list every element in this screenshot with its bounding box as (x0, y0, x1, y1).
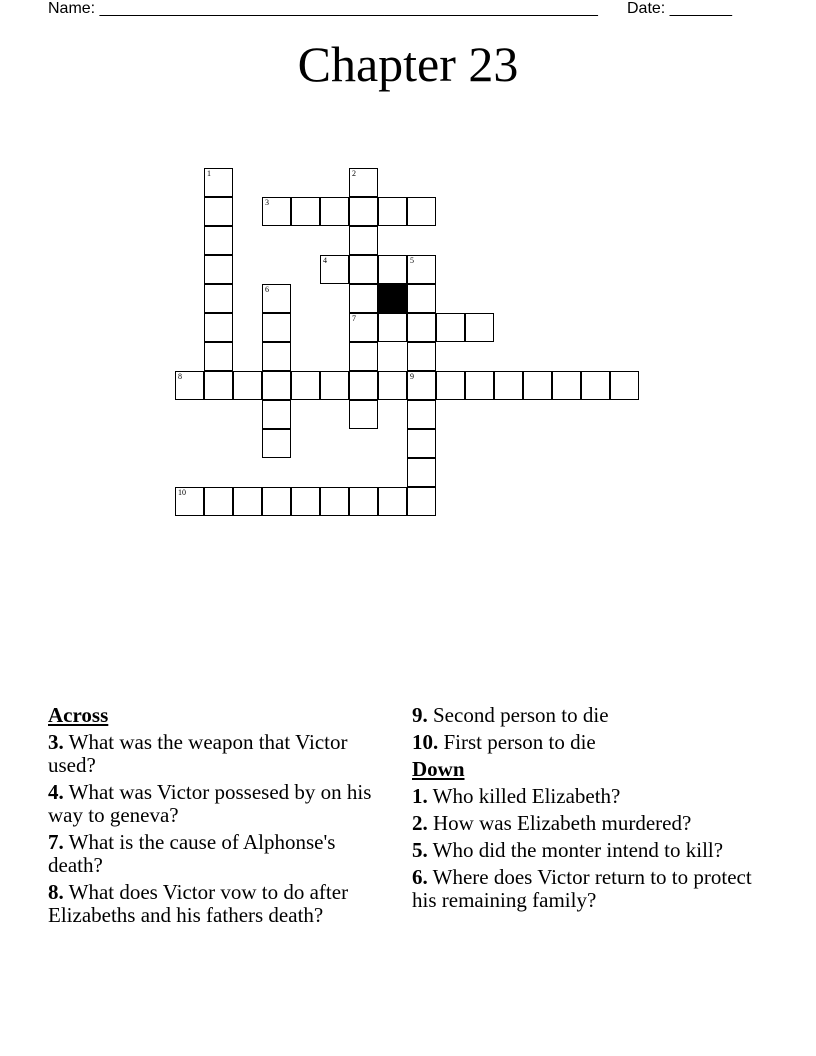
crossword-cell[interactable] (262, 487, 291, 516)
across-clue (48, 781, 378, 827)
down-clue (412, 866, 752, 912)
clue-number-label: 5 (410, 256, 414, 265)
crossword-cell[interactable] (378, 371, 407, 400)
clue-text: Who did the monter intend to kill? (427, 838, 724, 862)
clue-number-label: 8 (178, 372, 182, 381)
crossword-cell[interactable] (204, 284, 233, 313)
crossword-cell[interactable] (349, 255, 378, 284)
crossword-cell[interactable] (407, 400, 436, 429)
crossword-cell[interactable] (407, 284, 436, 313)
clue-number-label: 9 (410, 372, 414, 381)
crossword-cell[interactable] (349, 487, 378, 516)
clue-number: 10. (412, 730, 439, 754)
down-clue (412, 839, 752, 862)
clue-number: 4. (48, 780, 64, 804)
name-field-label[interactable]: Name: ________________________________________________________ (48, 0, 598, 17)
crossword-cell[interactable] (204, 226, 233, 255)
crossword-cell[interactable] (320, 487, 349, 516)
crossword-cell[interactable] (407, 429, 436, 458)
clue-number: 7. (48, 830, 64, 854)
clue-number-label: 4 (323, 256, 327, 265)
crossword-cell[interactable] (349, 400, 378, 429)
crossword-cell[interactable] (175, 371, 204, 400)
clue-number: 9. (412, 703, 428, 727)
crossword-cell[interactable] (407, 313, 436, 342)
clue-text: What was Victor possesed by on his way to geneva? (48, 780, 372, 827)
across-clue (48, 731, 378, 777)
crossword-cell[interactable] (262, 342, 291, 371)
crossword-cell[interactable] (610, 371, 639, 400)
crossword-cell[interactable] (552, 371, 581, 400)
crossword-cell[interactable] (407, 487, 436, 516)
crossword-cell[interactable] (407, 458, 436, 487)
clue-text: First person to die (438, 730, 596, 754)
crossword-cell[interactable] (465, 371, 494, 400)
crossword-cell[interactable] (581, 371, 610, 400)
clues-right-column (412, 704, 752, 916)
crossword-cell[interactable] (494, 371, 523, 400)
clue-text: Who killed Elizabeth? (427, 784, 621, 808)
clue-number: 8. (48, 880, 64, 904)
crossword-cell[interactable] (523, 371, 552, 400)
across-clue (48, 881, 378, 927)
crossword-cell[interactable] (349, 197, 378, 226)
crossword-cell[interactable] (349, 226, 378, 255)
crossword-cell[interactable] (349, 342, 378, 371)
crossword-cell[interactable] (378, 313, 407, 342)
crossword-cell[interactable] (407, 342, 436, 371)
crossword-cell[interactable] (349, 313, 378, 342)
crossword-cell[interactable] (262, 197, 291, 226)
crossword-cell[interactable] (436, 371, 465, 400)
crossword-cell[interactable] (262, 429, 291, 458)
crossword-cell[interactable] (349, 168, 378, 197)
clue-number: 6. (412, 865, 428, 889)
crossword-cell[interactable] (349, 371, 378, 400)
crossword-cell[interactable] (204, 487, 233, 516)
clue-number-label: 7 (352, 314, 356, 323)
crossword-cell[interactable] (320, 371, 349, 400)
crossword-cell[interactable] (204, 371, 233, 400)
crossword-cell[interactable] (204, 313, 233, 342)
across-clue (412, 731, 752, 754)
crossword-cell[interactable] (262, 313, 291, 342)
crossword-black-cell (378, 284, 407, 313)
down-heading: Down (412, 757, 465, 781)
crossword-cell[interactable] (436, 313, 465, 342)
crossword-cell[interactable] (262, 284, 291, 313)
crossword-cell[interactable] (320, 197, 349, 226)
clue-text: What is the cause of Alphonse's death? (48, 830, 336, 877)
across-clue (412, 704, 752, 727)
crossword-cell[interactable] (407, 197, 436, 226)
clue-text: What was the weapon that Victor used? (48, 730, 348, 777)
crossword-cell[interactable] (291, 197, 320, 226)
crossword-cell[interactable] (407, 371, 436, 400)
across-heading: Across (48, 703, 109, 727)
clue-number-label: 3 (265, 198, 269, 207)
crossword-cell[interactable] (175, 487, 204, 516)
crossword-cell[interactable] (262, 400, 291, 429)
clue-number: 1. (412, 784, 428, 808)
crossword-cell[interactable] (291, 371, 320, 400)
clue-text: Second person to die (427, 703, 609, 727)
crossword-cell[interactable] (262, 371, 291, 400)
clue-number-label: 1 (207, 169, 211, 178)
crossword-cell[interactable] (465, 313, 494, 342)
down-clue (412, 785, 752, 808)
down-clue (412, 812, 752, 835)
crossword-cell[interactable] (291, 487, 320, 516)
crossword-cell[interactable] (378, 197, 407, 226)
across-clue (48, 831, 378, 877)
clue-number: 2. (412, 811, 428, 835)
clue-text: How was Elizabeth murdered? (427, 811, 692, 835)
clue-number: 5. (412, 838, 428, 862)
crossword-cell[interactable] (233, 371, 262, 400)
date-field-label[interactable]: Date: _______ (627, 0, 732, 17)
clue-text: Where does Victor return to to protect his remaining family? (412, 865, 752, 912)
crossword-cell[interactable] (407, 255, 436, 284)
clue-number-label: 6 (265, 285, 269, 294)
crossword-cell[interactable] (378, 487, 407, 516)
crossword-cell[interactable] (204, 197, 233, 226)
page-title: Chapter 23 (297, 36, 519, 92)
crossword-cell[interactable] (204, 255, 233, 284)
crossword-cell[interactable] (378, 255, 407, 284)
crossword-cell[interactable] (204, 168, 233, 197)
clues-left-column (48, 704, 378, 931)
crossword-cell[interactable] (349, 284, 378, 313)
clue-number: 3. (48, 730, 64, 754)
crossword-cell[interactable] (204, 342, 233, 371)
clue-number-label: 10 (178, 488, 186, 497)
clue-text: What does Victor vow to do after Elizabeths and his fathers death? (48, 880, 349, 927)
crossword-cell[interactable] (320, 255, 349, 284)
clue-number-label: 2 (352, 169, 356, 178)
crossword-cell[interactable] (233, 487, 262, 516)
